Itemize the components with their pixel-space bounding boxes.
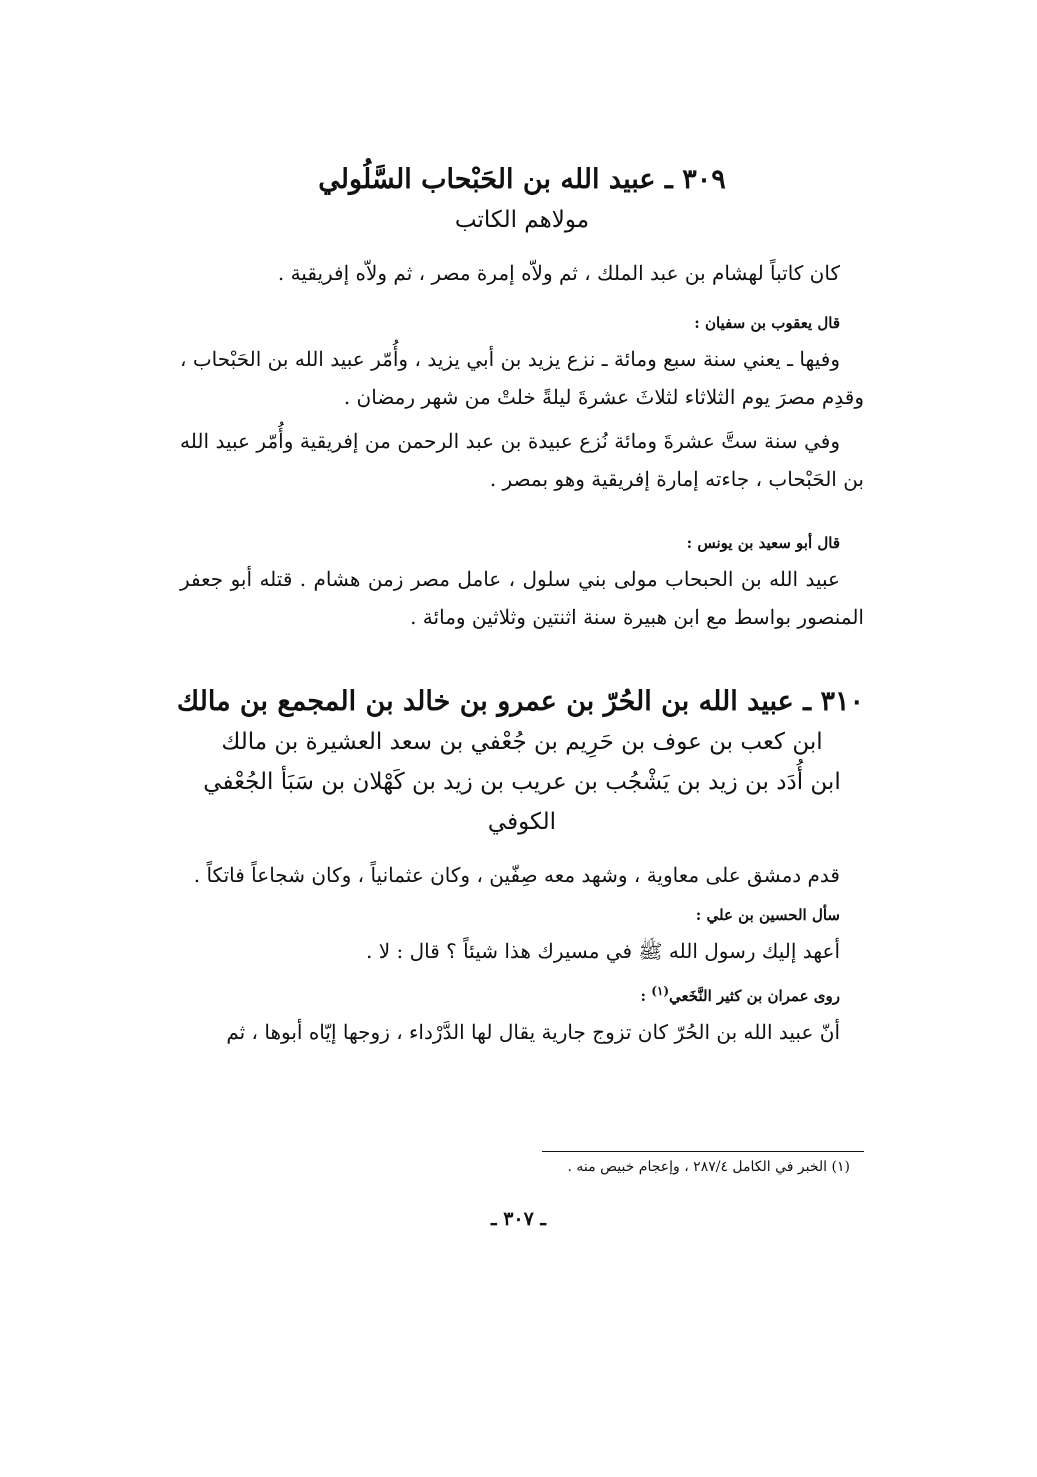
entry-310-para-2: أنّ عبيد الله بن الحُرّ كان تزوج جارية يقال لها الدَّرْداء ، زوجها إيّاه أبوها ، ثم [226,1020,840,1044]
entry-310-source-husayn: سأل الحسين بن علي : [695,906,840,924]
entry-309-para-1: وفيها ـ يعني سنة سبع ومائة ـ نزع يزيد بن أبي يزيد ، وأُمّر عبيد الله بن الحَبْحاب ، وقدِم مصرَ يوم الثلاثاء لثلاثَ عشرةَ ليلةً خلتْ من شهر رمضان . [180,347,864,409]
entry-309-para-2: وفي سنة ستَّ عشرةَ ومائة نُزع عبيدة بن عبد الرحمن من إفريقية وأُمّر عبيد الله بن الحَبْحاب ، جاءته إمارة إفريقية وهو بمصر . [180,429,864,491]
footnote-divider [542,1151,864,1152]
entry-310-intro: قدم دمشق على معاوية ، وشهد معه صِفّين ، وكان عثمانياً ، وكان شجاعاً فاتكاً . [193,863,840,887]
entry-309-title: ٣٠٩ ـ عبيد الله بن الحَبْحاب السَّلُولي [318,164,726,195]
entry-309-para-3: عبيد الله بن الحبحاب مولى بني سلول ، عامل مصر زمن هشام . قتله أبو جعفر المنصور بواسط مع ابن هبيرة سنة اثنتين وثلاثين ومائة . [180,567,864,629]
entry-310-source-imran [180,974,864,1013]
page-number: ـ ٣٠٧ ـ [491,1208,546,1230]
entry-309-source-yaqub: قال يعقوب بن سفيان : [694,314,840,332]
entry-310-lineage-3: الكوفي [487,809,557,835]
footnote-1: (١) الخبر في الكامل ٢٨٧/٤ ، وإعجام خبيص منه . [567,1159,850,1175]
footnote-marker: (١) [651,984,670,998]
main-text-block [176,160,864,1051]
entry-310-lineage-1: ابن كعب بن عوف بن حَرِيم بن جُعْفي بن سعد العشيرة بن مالك [221,729,823,755]
entry-309-subtitle: مولاهم الكاتب [454,207,590,233]
entry-309-source-ibn-yunus: قال أبو سعيد بن يونس : [686,534,840,552]
entry-310-para-1: أعهد إليك رسول الله ﷺ في مسيرك هذا شيئاً ؟ قال : لا . [366,939,840,963]
entry-309-intro: كان كاتباً لهشام بن عبد الملك ، ثم ولاّه إمرة مصر ، ثم ولاّه إفريقية . [277,261,840,285]
entry-310-lineage-2: ابن أُدَد بن زيد بن يَشْجُب بن عريب بن زيد بن كَهْلان بن سَبَأ الجُعْفي [203,769,841,795]
source-imran-colon: : [640,987,652,1005]
entry-310-title: ٣١٠ ـ عبيد الله بن الحُرّ بن عمرو بن خالد بن المجمع بن مالك [176,686,864,717]
source-imran-text: روى عمران بن كثير النَّخَعي [669,987,840,1005]
